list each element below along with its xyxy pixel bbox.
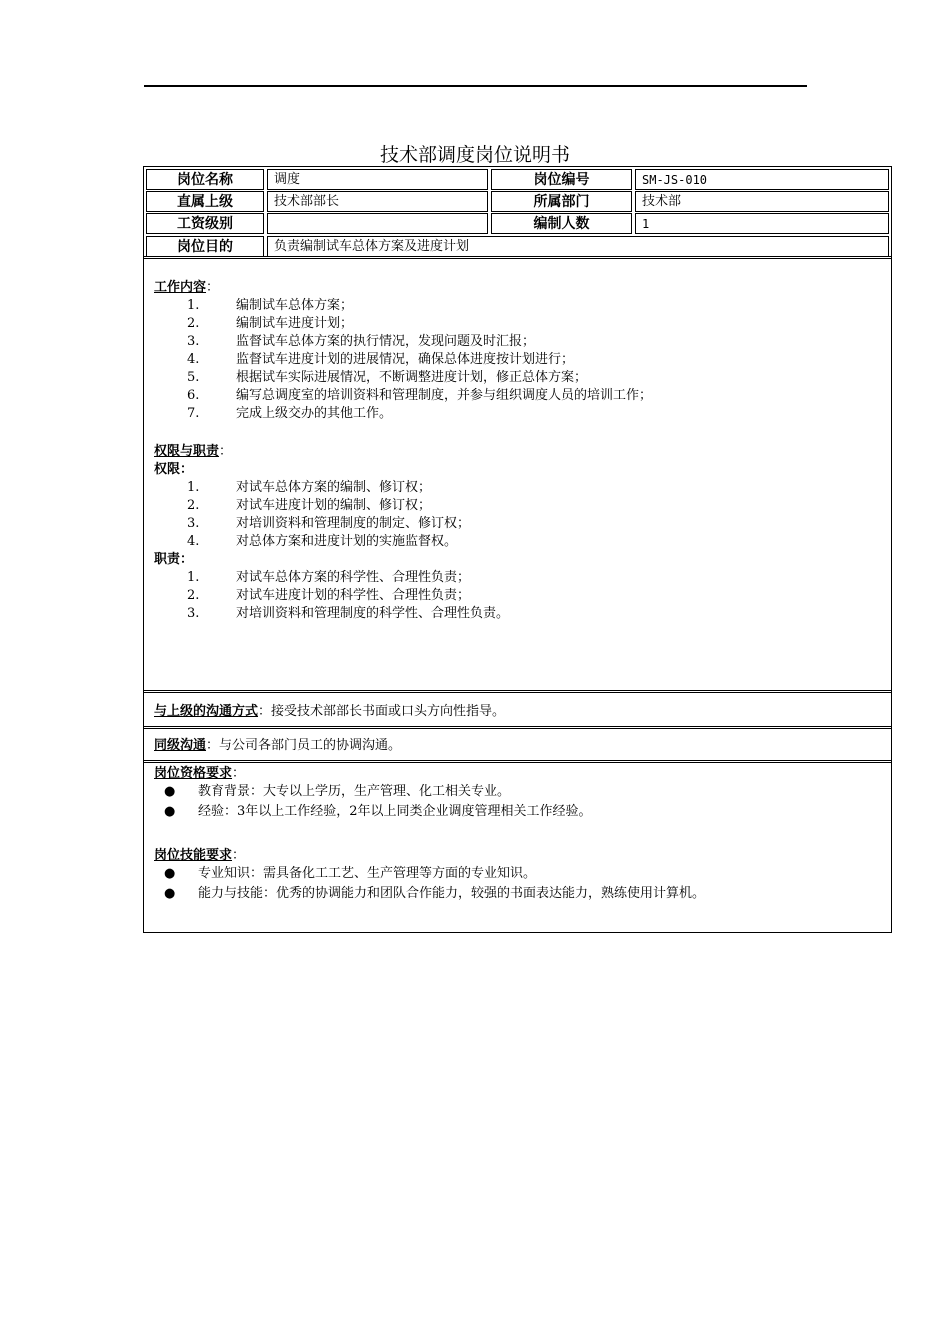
position-code-label: 岗位编号 [491,169,632,190]
section-divider [143,690,892,693]
list-item: 3. 对培训资料和管理制度的科学性、合理性负责。 [187,606,510,621]
superior-value: 技术部部长 [267,191,488,212]
headcount-value: 1 [635,213,889,234]
list-item: 2. 编制试车进度计划； [187,316,354,331]
list-item: 3. 监督试车总体方案的执行情况，发现问题及时汇报； [187,334,536,349]
list-item: 3. 对培训资料和管理制度的制定、修订权； [187,516,471,531]
position-name-value: 调度 [267,169,488,190]
authority-label: 权限： [154,462,194,477]
list-item: ● 经验：3年以上工作经验，2年以上同类企业调度管理相关工作经验。 [164,804,592,819]
list-item: 2. 对试车进度计划的科学性、合理性负责； [187,588,471,603]
bullet-icon: ● [164,866,176,881]
section-divider [143,760,892,763]
authority-duty-title: 权限与职责 [154,444,220,459]
superior-communication-title: 与上级的沟通方式 [154,704,259,719]
list-item: ● 教育背景：大专以上学历，生产管理、化工相关专业。 [164,784,511,799]
list-item: 4. 监督试车进度计划的进展情况，确保总体进度按计划进行； [187,352,575,367]
peer-communication-text: ：与公司各部门员工的协调沟通。 [206,738,402,753]
headcount-label: 编制人数 [491,213,632,234]
peer-communication-section [154,737,874,755]
work-content-list [154,297,874,423]
salary-label: 工资级别 [146,213,264,234]
duty-label: 职责： [154,552,194,567]
authority-list [154,479,874,551]
table-divider [143,256,892,259]
qualification-list [154,783,874,823]
skills-title: 岗位技能要求 [154,848,233,863]
list-item: 1. 对试车总体方案的科学性、合理性负责； [187,570,471,585]
peer-communication-title: 同级沟通 [154,738,207,753]
authority-duty-section: 权限与职责： 权限： 1. 对试车总体方案的编制、修订权； 2. 对试车进度计划的编制、修订权； 3. 对培训资料和管理制度的制定、修订权； 4. 对总体方案和进度计划的实施监督权。 职责： 1. 对试车总体方案的科学性、合理性负责； 2. 对试车进度计划的科学性、合理性负责； 3. 对培训资料和管理制度的科学性、合理性负责。 [154,443,874,623]
work-content-title: 工作内容 [154,280,207,295]
list-item: 1. 对试车总体方案的编制、修订权； [187,480,432,495]
skills-section: 岗位技能要求： ● 专业知识：需具备化工工艺、生产管理等方面的专业知识。 ● 能力与技能：优秀的协调能力和团队合作能力，较强的书面表达能力，熟练使用计算机。 [154,847,874,905]
work-content-section: 工作内容： 1. 编制试车总体方案； 2. 编制试车进度计划； 3. 监督试车总体方案的执行情况，发现问题及时汇报； 4. 监督试车进度计划的进展情况，确保总体进度按计划进行； 5. 根据试车实际进展情况，不断调整进度计划，修正总体方案； 6. 编写总调度室的培训资料和管理制度，并参与组织调度人员的培训工作； 7. 完成上级交办的其他工作。 [154,279,874,423]
list-item: 2. 对试车进度计划的编制、修订权； [187,498,432,513]
bullet-icon: ● [164,886,176,901]
superior-communication-text: ：接受技术部部长书面或口头方向性指导。 [258,704,506,719]
duty-list [154,569,874,623]
section-divider [143,726,892,729]
qualification-title: 岗位资格要求 [154,766,233,781]
purpose-label: 岗位目的 [146,236,264,257]
superior-label: 直属上级 [146,191,264,212]
list-item: 1. 编制试车总体方案； [187,298,354,313]
list-item: ● 能力与技能：优秀的协调能力和团队合作能力，较强的书面表达能力，熟练使用计算机。 [164,886,706,901]
position-code-value: SM-JS-010 [635,169,889,190]
document-title: 技术部调度岗位说明书 [379,144,570,166]
list-item: 6. 编写总调度室的培训资料和管理制度，并参与组织调度人员的培训工作； [187,388,653,403]
qualification-section: 岗位资格要求： ● 教育背景：大专以上学历，生产管理、化工相关专业。 ● 经验：3年以上工作经验，2年以上同类企业调度管理相关工作经验。 [154,765,874,823]
header-rule [144,85,807,87]
list-item: 4. 对总体方案和进度计划的实施监督权。 [187,534,458,549]
list-item: 7. 完成上级交办的其他工作。 [187,406,393,421]
list-item: ● 专业知识：需具备化工工艺、生产管理等方面的专业知识。 [164,866,537,881]
superior-communication-section [154,703,874,721]
list-item: 5. 根据试车实际进展情况，不断调整进度计划，修正总体方案； [187,370,588,385]
bullet-icon: ● [164,784,176,799]
department-value: 技术部 [635,191,889,212]
position-name-label: 岗位名称 [146,169,264,190]
skills-list [154,865,874,905]
purpose-value: 负责编制试车总体方案及进度计划 [267,236,889,257]
salary-value [267,213,488,234]
bullet-icon: ● [164,804,176,819]
department-label: 所属部门 [491,191,632,212]
